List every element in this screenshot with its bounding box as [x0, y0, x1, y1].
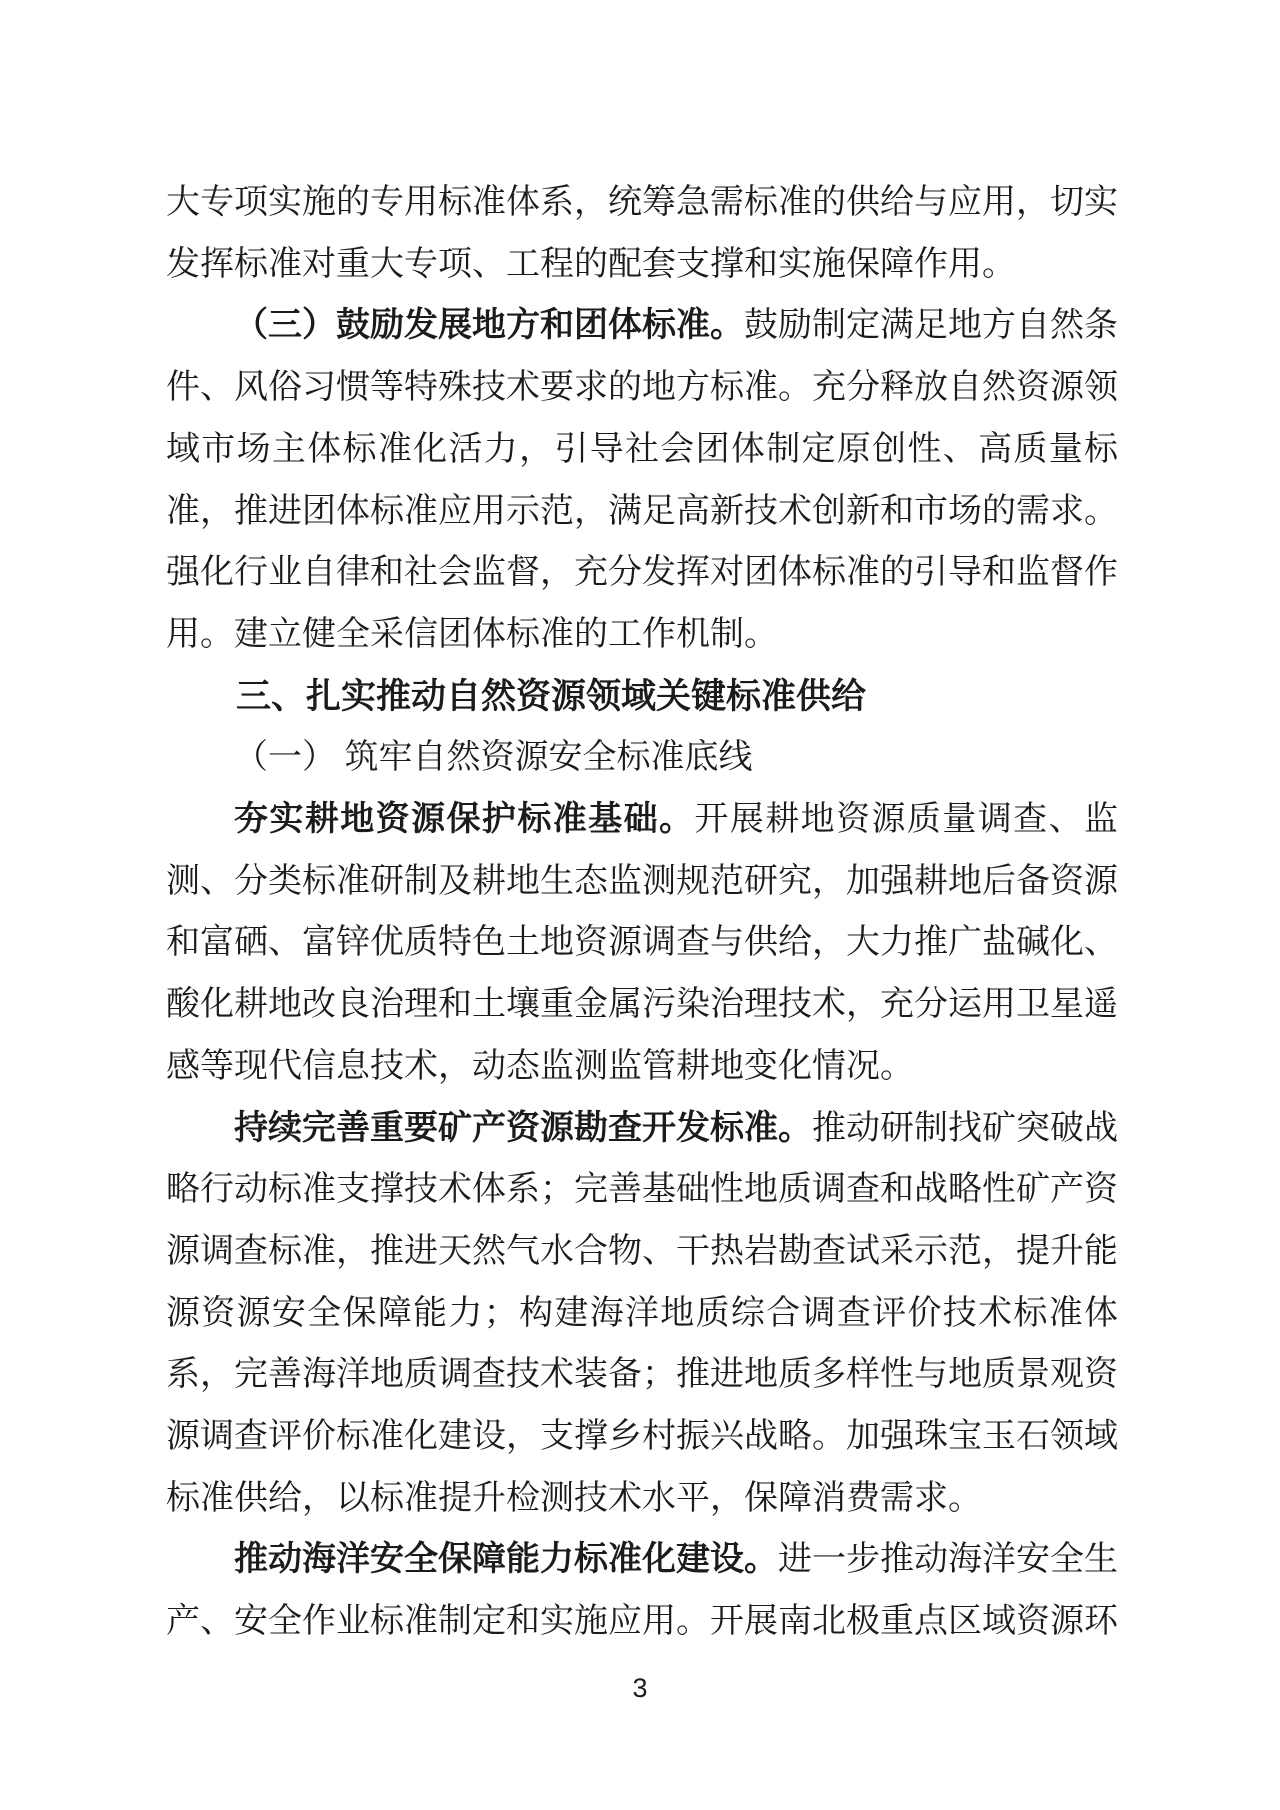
paragraph-lead-bold: 持续完善重要矿产资源勘查开发标准。 — [234, 1109, 812, 1147]
paragraph-item-three — [166, 295, 1118, 665]
paragraph-ocean-safety — [166, 1529, 1118, 1652]
document-body — [166, 172, 1118, 1653]
paragraph-text: 鼓励制定满足地方自然条件、风俗习惯等特殊技术要求的地方标准。充分释放自然资源领域市场主体标准化活力，引导社会团体制定原创性、高质量标准，推进团体标准应用示范，满足高新技术创新和市场的需求。强化行业自律和社会监督，充分发挥对团体标准的引导和监督作用。建立健全采信团体标准的工作机制。 — [166, 307, 1118, 653]
subsection-heading-text: （一） 筑牢自然资源安全标准底线 — [234, 739, 753, 777]
section-heading-text: 三、扎实推动自然资源领域关键标准供给 — [236, 676, 867, 716]
paragraph-farmland — [166, 789, 1118, 1098]
paragraph-text: 大专项实施的专用标准体系，统筹急需标准的供给与应用，切实发挥标准对重大专项、工程的配套支撑和实施保障作用。 — [166, 184, 1118, 283]
paragraph-minerals — [166, 1098, 1118, 1530]
paragraph-lead-bold: 夯实耕地资源保护标准基础。 — [234, 801, 695, 839]
section-heading — [166, 666, 1118, 728]
subsection-heading — [166, 727, 1118, 789]
paragraph-lead-bold: （三）鼓励发展地方和团体标准。 — [234, 307, 744, 345]
paragraph-lead-bold: 推动海洋安全保障能力标准化建设。 — [234, 1541, 778, 1579]
paragraph-text: 推动研制找矿突破战略行动标准支撑技术体系；完善基础性地质调查和战略性矿产资源调查标准，推进天然气水合物、干热岩勘查试采示范，提升能源资源安全保障能力；构建海洋地质综合调查评价技术标准体系，完善海洋地质调查技术装备；推进地质多样性与地质景观资源调查评价标准化建设，支撑乡村振兴战略。加强珠宝玉石领域标准供给，以标准提升检测技术水平，保障消费需求。 — [166, 1109, 1118, 1517]
paragraph-text: 进一步推动海洋安全生产、安全作业标准制定和实施应用。开展南北极重点区域资源环 — [166, 1541, 1118, 1641]
paragraph-text: 开展耕地资源质量调查、监测、分类标准研制及耕地生态监测规范研究，加强耕地后备资源和富硒、富锌优质特色土地资源调查与供给，大力推广盐碱化、酸化耕地改良治理和土壤重金属污染治理技术，充分运用卫星遥感等现代信息技术，动态监测监管耕地变化情况。 — [166, 801, 1119, 1085]
page-number: 3 — [632, 1673, 648, 1703]
paragraph-continuation — [166, 172, 1118, 295]
